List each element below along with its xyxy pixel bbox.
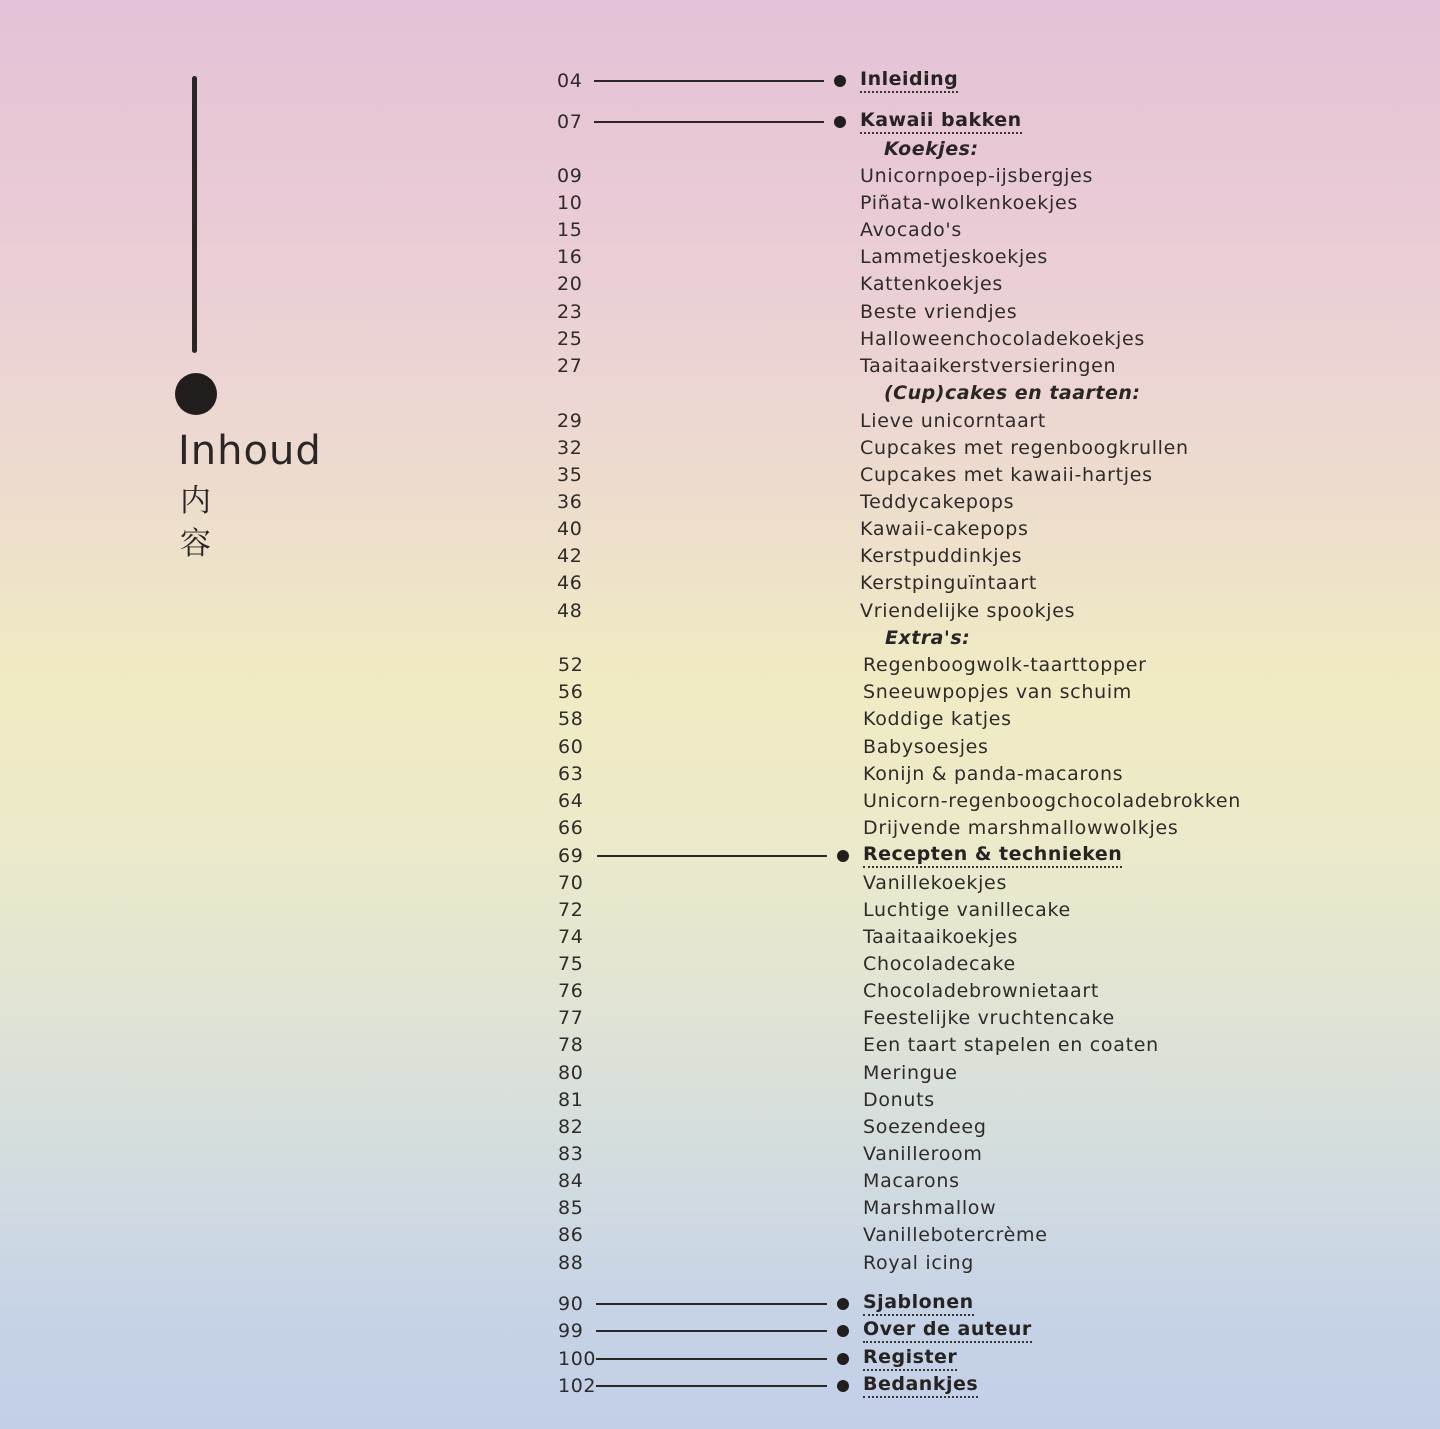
page-number: 60 <box>558 736 584 758</box>
entry-title[interactable]: Sneeuwpopjes van schuim <box>863 681 1133 703</box>
entry-title[interactable]: Konijn & panda-macarons <box>863 763 1124 785</box>
page-number: 16 <box>557 246 583 268</box>
entry-title[interactable]: Chocoladecake <box>863 953 1016 975</box>
leader-line <box>594 80 824 82</box>
entry-title[interactable]: Royal icing <box>863 1252 974 1274</box>
leader-line <box>597 855 827 857</box>
toc-entry[interactable] <box>555 815 1315 841</box>
entry-title[interactable]: Piñata-wolkenkoekjes <box>860 192 1078 214</box>
page-number: 70 <box>558 872 584 894</box>
entry-title[interactable]: Cupcakes met kawaii-hartjes <box>860 464 1153 486</box>
page-number: 56 <box>558 681 584 703</box>
page-number: 82 <box>558 1116 584 1138</box>
toc-entry[interactable] <box>555 1060 1315 1086</box>
toc-entry[interactable] <box>555 190 1315 216</box>
toc-entry[interactable] <box>555 516 1315 542</box>
toc-entry[interactable] <box>555 1168 1315 1194</box>
toc-entry[interactable] <box>555 706 1315 732</box>
page-number: 78 <box>558 1034 584 1056</box>
leader-line <box>596 1358 827 1360</box>
page-number: 74 <box>558 926 584 948</box>
entry-title[interactable]: Teddycakepops <box>860 491 1015 513</box>
page-number: 86 <box>558 1224 584 1246</box>
entry-title[interactable]: Een taart stapelen en coaten <box>863 1034 1159 1056</box>
toc-entry[interactable] <box>555 489 1315 515</box>
entry-title[interactable]: Halloweenchocoladekoekjes <box>860 328 1145 350</box>
entry-title[interactable]: Kerstpinguïntaart <box>860 572 1038 594</box>
entry-title[interactable]: Kattenkoekjes <box>860 273 1004 295</box>
toc-section-over-de-auteur[interactable] <box>555 1318 1315 1344</box>
page-number: 64 <box>558 790 584 812</box>
entry-title[interactable]: Lieve unicorntaart <box>860 410 1047 432</box>
toc-section-inleiding[interactable] <box>555 68 1315 94</box>
page-number: 84 <box>558 1170 584 1192</box>
subhead-extras: Extra's: <box>885 627 971 649</box>
toc-entry[interactable] <box>555 244 1315 270</box>
entry-title[interactable]: Cupcakes met regenboogkrullen <box>860 437 1189 459</box>
page-number: 88 <box>558 1252 584 1274</box>
page-number: 85 <box>558 1197 584 1219</box>
entry-title[interactable]: Chocoladebrownietaart <box>863 980 1100 1002</box>
entry-title[interactable]: Vanilleroom <box>863 1143 983 1165</box>
toc-entry[interactable] <box>555 462 1315 488</box>
leader-line <box>596 1330 827 1332</box>
bullet-icon <box>837 1353 849 1365</box>
page-number: 10 <box>557 192 583 214</box>
entry-title[interactable]: Lammetjeskoekjes <box>860 246 1048 268</box>
page-number: 90 <box>558 1293 584 1315</box>
page-number: 100 <box>558 1348 597 1370</box>
page-title-cjk-1: 内 <box>180 483 211 519</box>
toc-entry[interactable] <box>555 1114 1315 1140</box>
entry-title[interactable]: Taaitaaikoekjes <box>863 926 1019 948</box>
toc-entry[interactable] <box>555 1005 1315 1031</box>
page-number: 23 <box>557 301 583 323</box>
page-title-cjk-2: 容 <box>180 526 211 562</box>
entry-title[interactable]: Drijvende marshmallowwolkjes <box>863 817 1179 839</box>
page-number: 102 <box>558 1375 597 1397</box>
page-number: 29 <box>557 410 583 432</box>
entry-title[interactable]: Taaitaaikerstversieringen <box>860 355 1117 377</box>
toc-entry[interactable] <box>555 679 1315 705</box>
page-number: 81 <box>558 1089 584 1111</box>
page-number: 99 <box>558 1320 584 1342</box>
entry-title[interactable]: Unicorn-regenboogchocoladebrokken <box>863 790 1242 812</box>
toc-section-sjablonen[interactable] <box>555 1291 1315 1317</box>
section-title[interactable]: Sjablonen <box>863 1291 974 1316</box>
entry-title[interactable]: Luchtige vanillecake <box>863 899 1071 921</box>
bullet-icon <box>837 850 849 862</box>
entry-title[interactable]: Feestelijke vruchtencake <box>863 1007 1115 1029</box>
leader-line <box>596 1385 827 1387</box>
toc-entry[interactable] <box>555 978 1315 1004</box>
bullet-icon <box>837 1380 849 1392</box>
section-title[interactable]: Kawaii bakken <box>860 109 1022 134</box>
entry-title[interactable]: Avocado's <box>860 219 962 241</box>
page-number: 52 <box>558 654 584 676</box>
toc-section-register[interactable] <box>555 1346 1315 1372</box>
section-title[interactable]: Inleiding <box>860 68 958 93</box>
entry-title[interactable]: Meringue <box>863 1062 958 1084</box>
entry-title[interactable]: Vanillebotercrème <box>863 1224 1048 1246</box>
entry-title[interactable]: Regenboogwolk-taarttopper <box>863 654 1147 676</box>
toc-entry[interactable] <box>555 217 1315 243</box>
page-number: 07 <box>557 111 583 133</box>
page-number: 69 <box>558 845 584 867</box>
entry-title[interactable]: Kerstpuddinkjes <box>860 545 1023 567</box>
page-number: 83 <box>558 1143 584 1165</box>
page-number: 77 <box>558 1007 584 1029</box>
toc-entry[interactable] <box>555 1250 1315 1276</box>
page-number: 36 <box>557 491 583 513</box>
toc-section-kawaii-bakken[interactable] <box>555 109 1315 135</box>
section-title[interactable]: Recepten & technieken <box>863 843 1122 868</box>
entry-title[interactable]: Beste vriendjes <box>860 301 1018 323</box>
entry-title[interactable]: Soezendeeg <box>863 1116 987 1138</box>
toc-section-recepten-technieken[interactable] <box>555 843 1315 869</box>
page-number: 72 <box>558 899 584 921</box>
section-title[interactable]: Over de auteur <box>863 1318 1032 1343</box>
entry-title[interactable]: Unicornpoep-ijsbergjes <box>860 165 1094 187</box>
toc-entry[interactable] <box>555 1087 1315 1113</box>
toc-entry[interactable] <box>555 924 1315 950</box>
bullet-icon <box>834 75 846 87</box>
toc-entry[interactable] <box>555 408 1315 434</box>
toc-entry[interactable] <box>555 271 1315 297</box>
toc-entry[interactable] <box>555 1032 1315 1058</box>
toc-entry[interactable] <box>555 435 1315 461</box>
toc-entry[interactable] <box>555 870 1315 896</box>
page-number: 66 <box>558 817 584 839</box>
page-number: 27 <box>557 355 583 377</box>
page-number: 04 <box>557 70 583 92</box>
toc-entry[interactable] <box>555 1222 1315 1248</box>
page-number: 40 <box>557 518 583 540</box>
toc-entry[interactable] <box>555 570 1315 596</box>
entry-title[interactable]: Kawaii-cakepops <box>860 518 1029 540</box>
leader-line <box>596 1303 827 1305</box>
subhead-koekjes: Koekjes: <box>884 138 979 160</box>
entry-title[interactable]: Babysoesjes <box>863 736 989 758</box>
bullet-icon <box>837 1298 849 1310</box>
toc-entry[interactable] <box>555 598 1315 624</box>
toc-entry[interactable] <box>555 897 1315 923</box>
toc-section-bedankjes[interactable] <box>555 1373 1315 1399</box>
page-number: 46 <box>557 572 583 594</box>
toc-entry[interactable] <box>555 734 1315 760</box>
toc-entry[interactable] <box>555 761 1315 787</box>
entry-title[interactable]: Vriendelijke spookjes <box>860 600 1076 622</box>
bullet-icon <box>834 116 846 128</box>
page-number: 80 <box>558 1062 584 1084</box>
toc-entry[interactable] <box>555 1141 1315 1167</box>
toc-entry[interactable] <box>555 299 1315 325</box>
toc-entry[interactable] <box>555 353 1315 379</box>
toc-entry[interactable] <box>555 163 1315 189</box>
toc-entry[interactable] <box>555 652 1315 678</box>
entry-title[interactable]: Donuts <box>863 1089 935 1111</box>
entry-title[interactable]: Koddige katjes <box>863 708 1012 730</box>
leader-line <box>594 121 824 123</box>
page-number: 75 <box>558 953 584 975</box>
page-number: 48 <box>557 600 583 622</box>
page-number: 09 <box>557 165 583 187</box>
page-number: 76 <box>558 980 584 1002</box>
section-title[interactable]: Bedankjes <box>863 1373 978 1398</box>
entry-title[interactable]: Vanillekoekjes <box>863 872 1008 894</box>
toc-entry[interactable] <box>555 788 1315 814</box>
page-number: 32 <box>557 437 583 459</box>
page-number: 63 <box>558 763 584 785</box>
page-number: 25 <box>557 328 583 350</box>
subhead-cupcakes: (Cup)cakes en taarten: <box>884 382 1141 404</box>
page-number: 58 <box>558 708 584 730</box>
toc-entry[interactable] <box>555 326 1315 352</box>
page-title: Inhoud <box>178 428 322 474</box>
page-number: 35 <box>557 464 583 486</box>
entry-title[interactable]: Marshmallow <box>863 1197 997 1219</box>
bullet-icon <box>837 1325 849 1337</box>
page-number: 42 <box>557 545 583 567</box>
entry-title[interactable]: Macarons <box>863 1170 960 1192</box>
page-number: 20 <box>557 273 583 295</box>
toc-entry[interactable] <box>555 1195 1315 1221</box>
toc-entry[interactable] <box>555 543 1315 569</box>
page-number: 15 <box>557 219 583 241</box>
toc-entry[interactable] <box>555 951 1315 977</box>
section-title[interactable]: Register <box>863 1346 957 1371</box>
